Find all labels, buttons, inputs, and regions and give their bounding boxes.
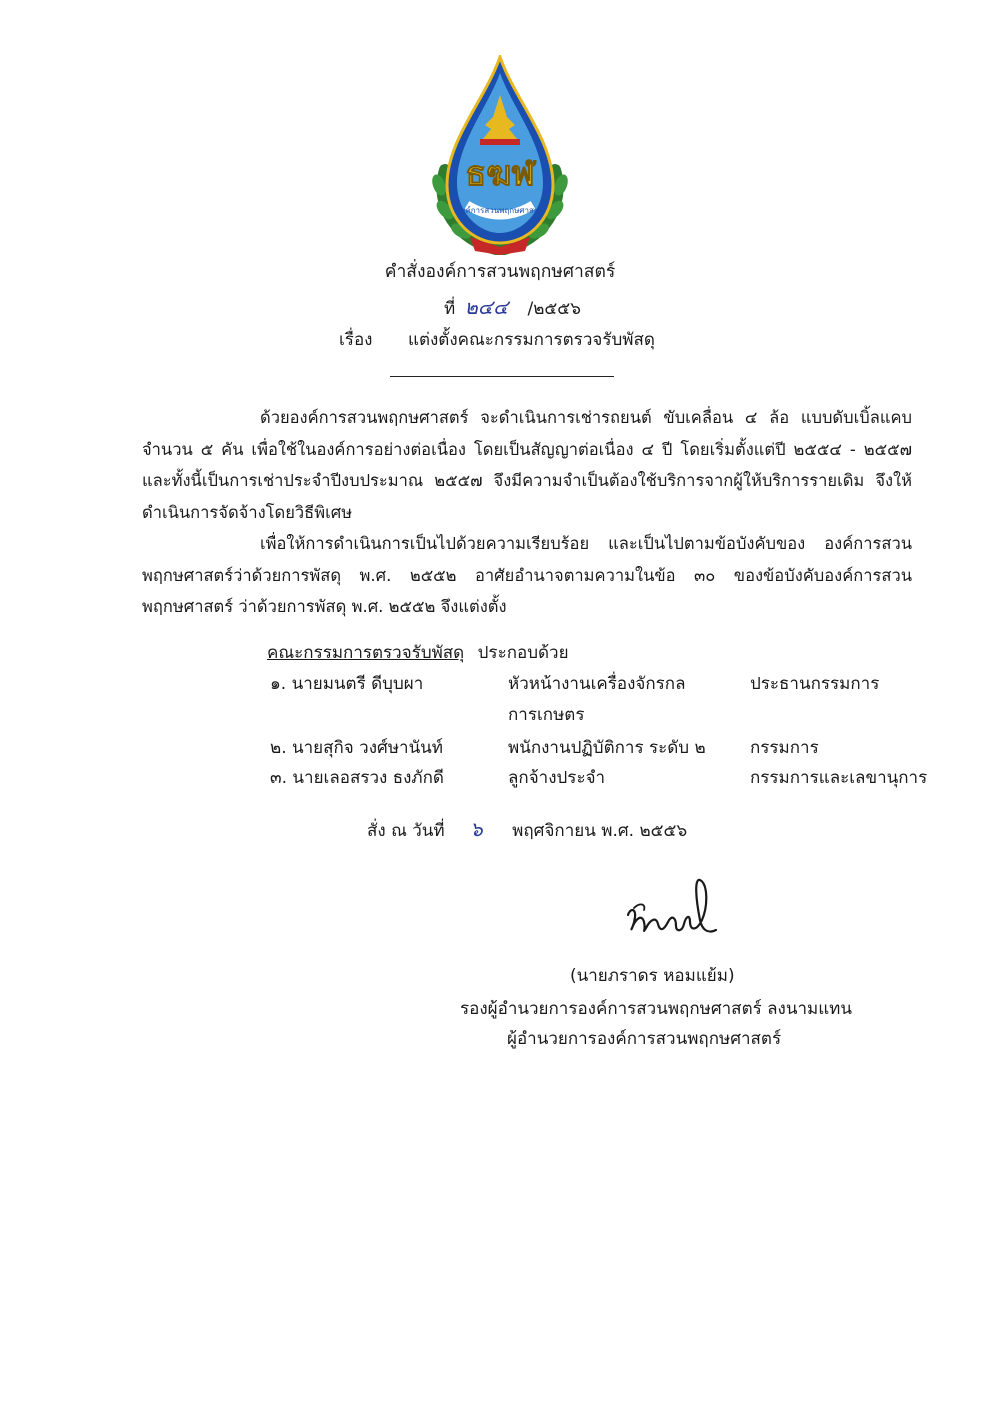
member-2-role: กรรมการ <box>750 738 819 758</box>
member-1-position-line2: การเกษตร <box>508 705 585 725</box>
committee-heading: คณะกรรมการตรวจรับพัสดุ <box>267 643 465 663</box>
member-3-role: กรรมการและเลขานุการ <box>750 768 928 788</box>
header-divider <box>390 376 614 377</box>
signer-title-line-2: ผู้อำนวยการองค์การสวนพฤกษศาสตร์ <box>507 1029 782 1049</box>
member-2-name: ๒. นายสุกิจ วงศ์ษานันท์ <box>270 738 444 758</box>
paragraph-2: เพื่อให้การดำเนินการเป็นไปด้วยความเรียบร้อย และเป็นไปตามข้อบังคับของ องค์การสวนพฤกษศาสตร์ว่าด้วยการพัสดุ พ.ศ. ๒๕๕๒ อาศัยอำนาจตามความในข้อ ๓๐ ของข้อบังคับองค์การสวนพฤกษศาสตร์ ว่าด้วยการพัสดุ พ.ศ. ๒๕๕๒ จึงแต่งตั้ง <box>142 534 912 616</box>
committee-heading-line <box>267 643 569 663</box>
subject-label: เรื่อง <box>339 330 373 350</box>
member-1-name: ๑. นายมนตรี ดีบุบผา <box>270 674 424 694</box>
member-1-role: ประธานกรรมการ <box>750 674 880 694</box>
member-3-name: ๓. นายเลอสรวง ธงภักดี <box>270 768 444 788</box>
order-number-handwritten: ๒๔๔ <box>464 295 509 319</box>
order-number-line <box>444 295 581 319</box>
svg-text:ธฆฬ: ธฆฬ <box>465 154 535 194</box>
handwritten-signature <box>620 870 720 945</box>
order-number-suffix: /๒๕๕๖ <box>527 299 581 319</box>
committee-heading-suffix: ประกอบด้วย <box>477 643 569 663</box>
order-date-day: ๖ <box>470 817 483 841</box>
order-date-line <box>367 817 687 841</box>
signer-title-line-1: รองผู้อำนวยการองค์การสวนพฤกษศาสตร์ ลงนามแทน <box>460 999 853 1019</box>
order-number-prefix: ที่ <box>444 299 456 319</box>
member-2-position: พนักงานปฏิบัติการ ระดับ ๒ <box>508 738 706 758</box>
subject-text: แต่งตั้งคณะกรรมการตรวจรับพัสดุ <box>408 330 655 350</box>
member-3-position: ลูกจ้างประจำ <box>508 768 606 788</box>
order-title: คำสั่งองค์การสวนพฤกษศาสตร์ <box>384 262 616 282</box>
paragraph-1: ด้วยองค์การสวนพฤกษศาสตร์ จะดำเนินการเช่ารถยนต์ ขับเคลื่อน ๔ ล้อ แบบดับเบิ้ลแคบ จำนวน ๕ คัน เพื่อใช้ในองค์การอย่างต่อเนื่อง โดยเป็นสัญญาต่อเนื่อง ๔ ปี โดยเริ่มตั้งแต่ปี ๒๕๕๔ - ๒๕๕๗ และทั้งนี้เป็นการเช่าประจำปีงบประมาณ ๒๕๕๗ จึงมีความจำเป็นต้องใช้บริการจากผู้ให้บริการรายเดิม จึงให้ดำเนินการจัดจ้างโดยวิธีพิเศษ <box>142 408 912 522</box>
signer-name: (นายภราดร หอมแย้ม) <box>570 966 735 986</box>
organization-logo <box>425 55 575 255</box>
order-date-month-year: พฤศจิกายน พ.ศ. ๒๕๕๖ <box>512 821 688 841</box>
member-1-position: หัวหน้างานเครื่องจักรกล <box>508 674 686 694</box>
logo-ring-text: องค์การสวนพฤกษศาสตร์ <box>456 206 544 215</box>
order-date-prefix: สั่ง ณ วันที่ <box>367 821 445 841</box>
